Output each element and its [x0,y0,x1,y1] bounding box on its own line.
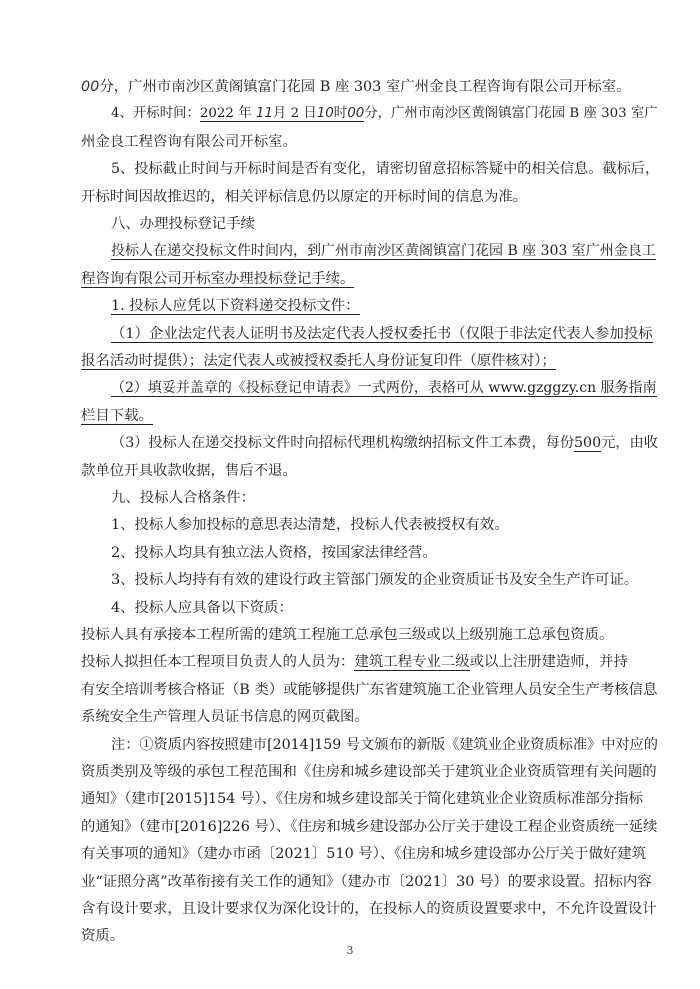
text-line: 投标人在递交投标文件时间内，到广州市南沙区黄阁镇富门花园 B 座 303 室广州金良工 [111,243,656,260]
text-line: 投标人具有承接本工程所需的建筑工程施工总承包三级或以上级别施工总承包资质。 [81,627,614,643]
note-line: 资质类别及等级的承包工程范围和《住房和城乡建设部关于建筑业企业资质管理有关问题的 [81,764,657,780]
bid-opening-time: 4、开标时间：2022 年 11月 2 日10时00分，广州市南沙区黄阁镇富门花园 B 座 303 室广 [111,106,658,122]
section-heading: 九、投标人合格条件： [111,490,255,506]
text-line: 有安全培训考核合格证（B 类）或能够提供广东省建筑施工企业管理人员安全生产考核信息 [81,681,658,698]
text-line: 投标人拟担任本工程项目负责人的人员为：建筑工程专业二级或以上注册建造师，并持 [81,654,628,671]
registration-level: 建筑工程专业二级 [354,654,470,671]
fee-amount: 500 [574,435,602,452]
page-number: 3 [346,944,354,957]
note-line: 资质。 [81,928,125,945]
text-line: （3）投标人在递交投标文件时向招标代理机构缴纳招标文件工本费，每份500元，由收 [111,435,658,452]
text-line: 3、投标人均持有有效的建设行政主管部门颁发的企业资质证书及安全生产许可证。 [111,572,639,589]
text-line: 00分，广州市南沙区黄阁镇富门花园 B 座 303 室广州金良工程咨询有限公司开标室。 [81,79,631,95]
text-line: （2）填妥并盖章的《投标登记申请表》一式两份，表格可从 www.gzggzy.cn 服务指南 [111,380,657,397]
note-line: 通知》（建市[2015]154 号）、《住房和城乡建设部关于简化建筑业企业资质标准部分指标 [81,791,643,808]
note-line: 含有设计要求，且设计要求仅为深化设计的，在投标人的资质设置要求中，不允许设置设计 [81,901,657,917]
text-line: 4、投标人应具备以下资质： [111,599,293,616]
handwritten-month: 11 [255,106,273,122]
handwritten-minutes: 00 [347,106,365,122]
note-line: 的通知》（建市[2016]226 号）、《住房和城乡建设部办公厅关于建设工程企业资质统一延续 [81,818,658,835]
text-line: 程咨询有限公司开标室办理投标登记手续。 [81,270,355,287]
opening-date: 2022 年 11月 2 日10时00 [199,106,365,122]
text-line: 1. 投标人应凭以下资料递交投标文件： [111,298,360,315]
handwritten-hour: 10 [316,106,334,122]
section-heading: 八、办理投标登记手续 [111,216,255,232]
note-line: 业“证照分离”改革衔接有关工作的通知》（建办市〔2021〕30 号）的要求设置。招标内容 [81,873,652,890]
note-line: 有关事项的通知》（建办市函〔2021〕510 号）、《住房和城乡建设部办公厅关于做好建筑 [81,846,647,863]
text-line: 报名活动时提供）；法定代表人或被授权委托人身份证复印件（原件核对）； [81,353,556,369]
text-line: 开标时间因故推迟的，相关评标信息仍以原定的开标时间的信息为准。 [81,188,528,205]
text-line: 款单位开具收款收据，售后不退。 [81,462,297,479]
text-line: 1、投标人参加投标的意思表达清楚，投标人代表被授权有效。 [111,517,509,534]
text-line: 系统安全生产管理人员证书信息的网页截图。 [81,709,369,726]
text-line: 州金良工程咨询有限公司开标室。 [81,133,297,150]
text-line: 2、投标人均具有独立法人资格，按国家法律经营。 [111,544,437,561]
text-line: 5、投标截止时间与开标时间是否有变化，请密切留意招标答疑中的相关信息。截标后， [111,161,660,178]
text-line: 栏目下载。 [81,407,153,424]
note-line: 注：①资质内容按照建市[2014]159 号文颁布的新版《建筑业企业资质标准》中对应的 [111,736,658,753]
handwritten-minutes: 00 [81,79,100,95]
text-line: （1）企业法定代表人证明书及法定代表人授权委托书（仅限于非法定代表人参加投标 [111,325,653,342]
